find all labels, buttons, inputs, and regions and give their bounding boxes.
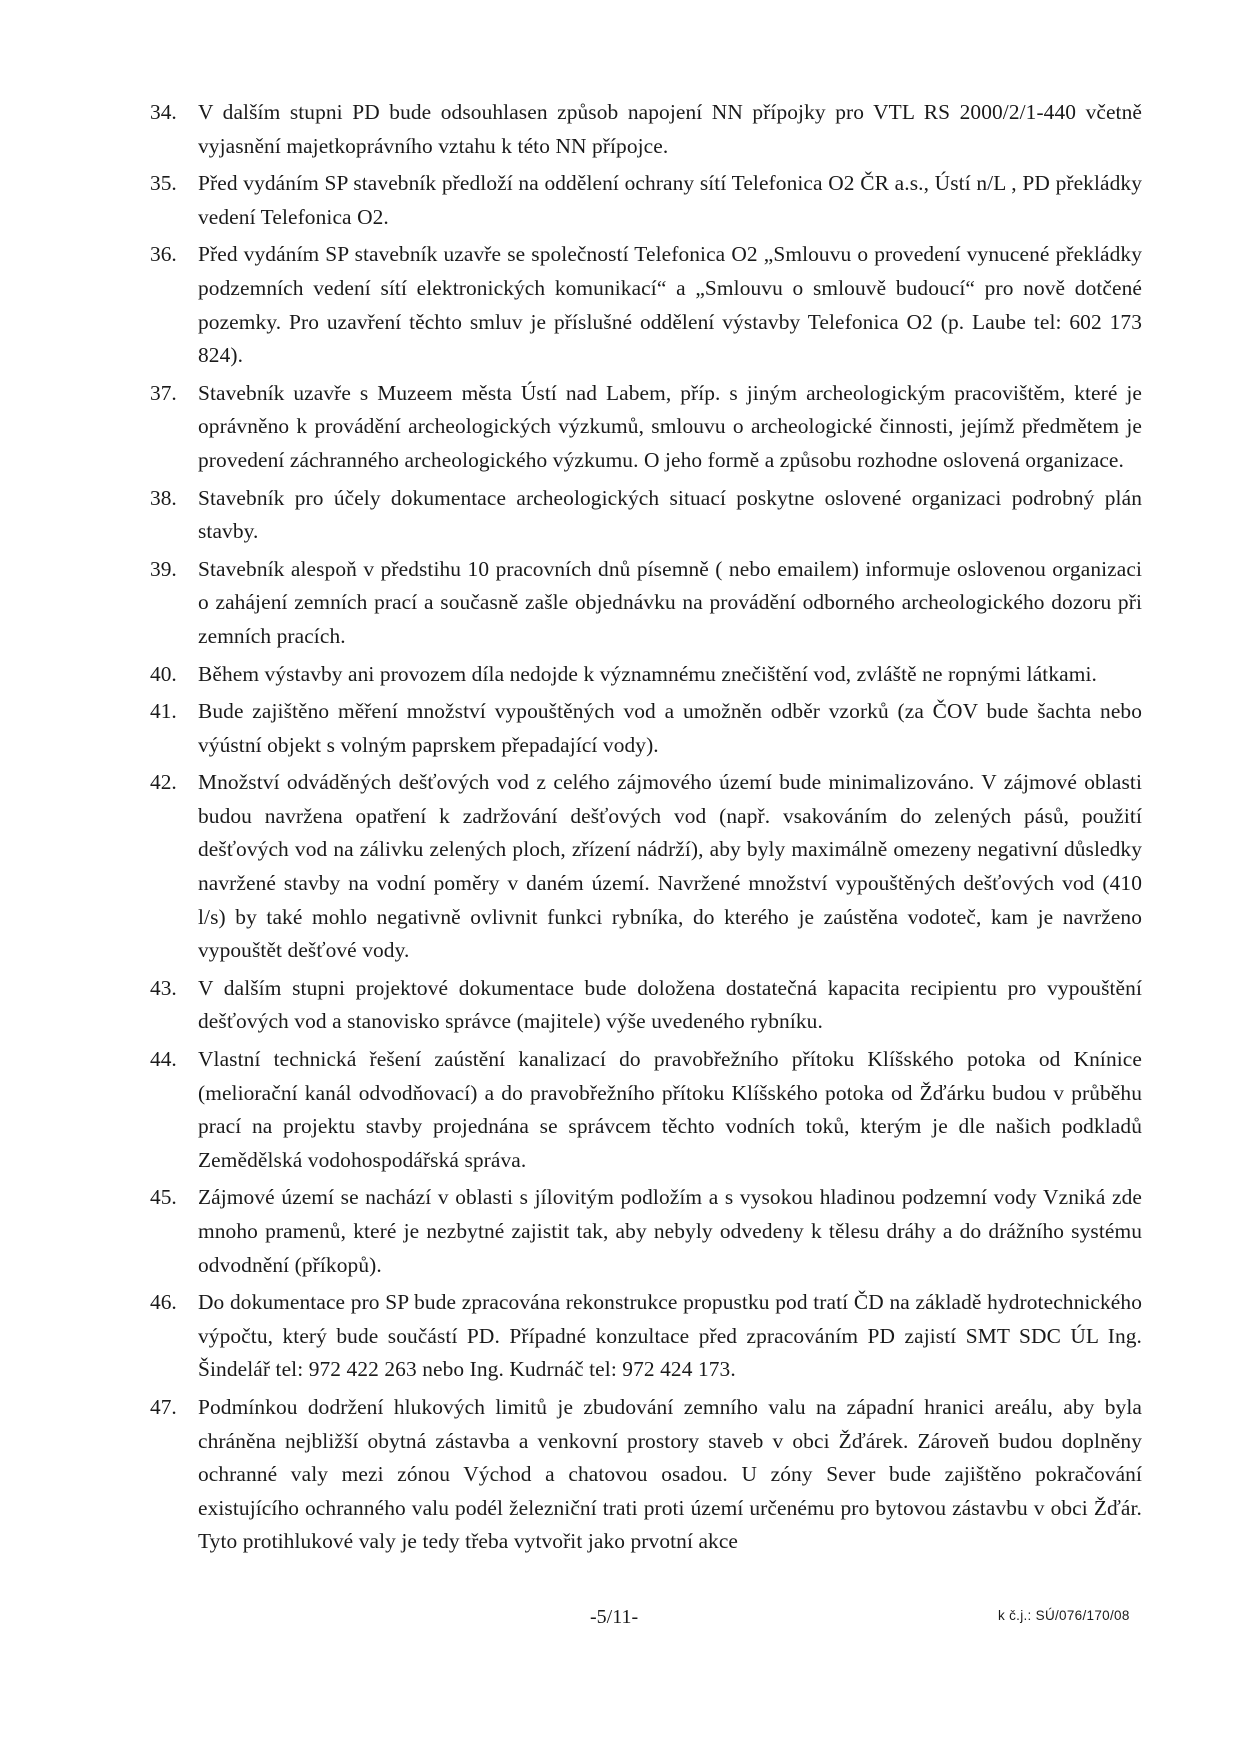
item-number: 34. <box>150 100 177 124</box>
item-text: Podmínkou dodržení hlukových limitů je zbudování zemního valu na západní hranici areálu, aby byla chráněna nejbližší obytná zástavba a venkovní prostory staveb v obci Žďárek. Zároveň budou doplněny ochranné valy mezi zónou Východ a chatovou osadou. U zóny Sever bude zajištěno pokračování existujícího ochranného valu podél železniční trati proti území určenému pro bytovou zástavbu v obci Žďár. Tyto protihlukové valy je tedy třeba vytvořit jako prvotní akce <box>198 1394 1142 1554</box>
list-item <box>150 167 1142 234</box>
list-item <box>150 1043 1142 1177</box>
list-item <box>150 658 1142 692</box>
item-text: Do dokumentace pro SP bude zpracována rekonstrukce propustku pod tratí ČD na základě hydrotechnického výpočtu, který bude součástí PD. Případné konzultace před zpracováním PD zajistí SMT SDC ÚL Ing. Šindelář tel: 972 422 263 nebo Ing. Kudrnáč tel: 972 424 173. <box>198 1290 1142 1382</box>
page-number: -5/11- <box>590 1606 639 1628</box>
item-number: 37. <box>150 380 177 405</box>
item-number: 45. <box>150 1185 177 1210</box>
list-item <box>150 377 1142 478</box>
item-number: 41. <box>150 699 177 724</box>
item-number: 46. <box>150 1290 177 1315</box>
item-text: Množství odváděných dešťových vod z celého zájmového území bude minimalizováno. V zájmové oblasti budou navržena opatření k zadržování dešťových vod (např. vsakováním do zelených pásů, použití dešťových vod na zálivku zelených ploch, zřízení nádrží), aby byly maximálně omezeny negativní důsledky navržené stavby na vodní poměry v daném území. Navržené množství vypouštěných dešťových vod (410 l/s) by také mohlo negativně ovlivnit funkci rybníka, do kterého je zaústěna vodoteč, kam je navrženo vypouštět dešťové vody. <box>198 770 1142 963</box>
conditions-list <box>150 96 1142 1563</box>
list-item <box>150 238 1142 372</box>
item-text: Zájmové území se nachází v oblasti s jílovitým podložím a s vysokou hladinou podzemní vody Vzniká zde mnoho pramenů, které je nezbytné zajistit tak, aby nebyly odvedeny k tělesu dráhy a do drážního systému odvodnění (příkopů). <box>198 1185 1142 1277</box>
list-item <box>150 766 1142 968</box>
list-item <box>150 96 1142 163</box>
item-text: V dalším stupni projektové dokumentace bude doložena dostatečná kapacita recipientu pro vypouštění dešťových vod a stanovisko správce (majitele) výše uvedeného rybníku. <box>198 975 1142 1034</box>
item-number: 38. <box>150 485 177 510</box>
item-text: Stavebník pro účely dokumentace archeologických situací poskytne oslovené organizaci podrobný plán stavby. <box>198 485 1142 544</box>
item-text: Během výstavby ani provozem díla nedojde k významnému znečištění vod, zvláště ne ropnými látkami. <box>198 661 1097 686</box>
item-number: 47. <box>150 1394 177 1419</box>
item-text: Stavebník alespoň v předstihu 10 pracovních dnů písemně ( nebo emailem) informuje oslovenou organizaci o zahájení zemních prací a současně zašle objednávku na provádění odborného archeologického dozoru při zemních pracích. <box>198 556 1142 648</box>
item-number: 44. <box>150 1047 177 1072</box>
item-number: 39. <box>150 556 177 581</box>
item-text: Před vydáním SP stavebník předloží na oddělení ochrany sítí Telefonica O2 ČR a.s., Ústí n/L , PD překládky vedení Telefonica O2. <box>198 171 1142 229</box>
item-number: 43. <box>150 975 177 1000</box>
item-number: 35. <box>150 171 177 196</box>
item-text: Vlastní technická řešení zaústění kanalizací do pravobřežního přítoku Klíšského potoka od Knínice (meliorační kanál odvodňovací) a do pravobřežního přítoku Klíšského potoka od Žďárku budou v průběhu prací na projektu stavby projednána se správcem těchto vodních toků, kterým je dle našich podkladů Zemědělská vodohospodářská správa. <box>198 1047 1142 1172</box>
reference-number: k č.j.: SÚ/076/170/08 <box>998 1608 1130 1623</box>
list-item <box>150 972 1142 1039</box>
item-text: Před vydáním SP stavebník uzavře se společností Telefonica O2 „Smlouvu o provedení vynucené překládky podzemních vedení sítí elektronických komunikací“ a „Smlouvu o smlouvě budoucí“ pro nově dotčené pozemky. Pro uzavření těchto smluv je příslušné oddělení výstavby Telefonica O2 (p. Laube tel: 602 173 824). <box>198 242 1142 368</box>
list-item <box>150 1286 1142 1387</box>
list-item <box>150 553 1142 654</box>
list-item <box>150 1181 1142 1282</box>
list-item <box>150 1391 1142 1559</box>
page-footer <box>0 1606 1240 1636</box>
item-text: V dalším stupni PD bude odsouhlasen způsob napojení NN přípojky pro VTL RS 2000/2/1-440 včetně vyjasnění majetkoprávního vztahu k této NN přípojce. <box>198 100 1142 158</box>
list-item <box>150 482 1142 549</box>
item-number: 36. <box>150 242 177 267</box>
item-text: Stavebník uzavře s Muzeem města Ústí nad Labem, příp. s jiným archeologickým pracovištěm, které je oprávněno k provádění archeologických výzkumů, smlouvu o archeologické činnosti, jejímž předmětem je provedení záchranného archeologického výzkumu. O jeho formě a způsobu rozhodne oslovená organizace. <box>198 380 1142 472</box>
item-text: Bude zajištěno měření množství vypouštěných vod a umožněn odběr vzorků (za ČOV bude šachta nebo výústní objekt s volným paprskem přepadající vody). <box>198 699 1142 757</box>
item-number: 40. <box>150 661 177 686</box>
item-number: 42. <box>150 770 177 795</box>
list-item <box>150 695 1142 762</box>
